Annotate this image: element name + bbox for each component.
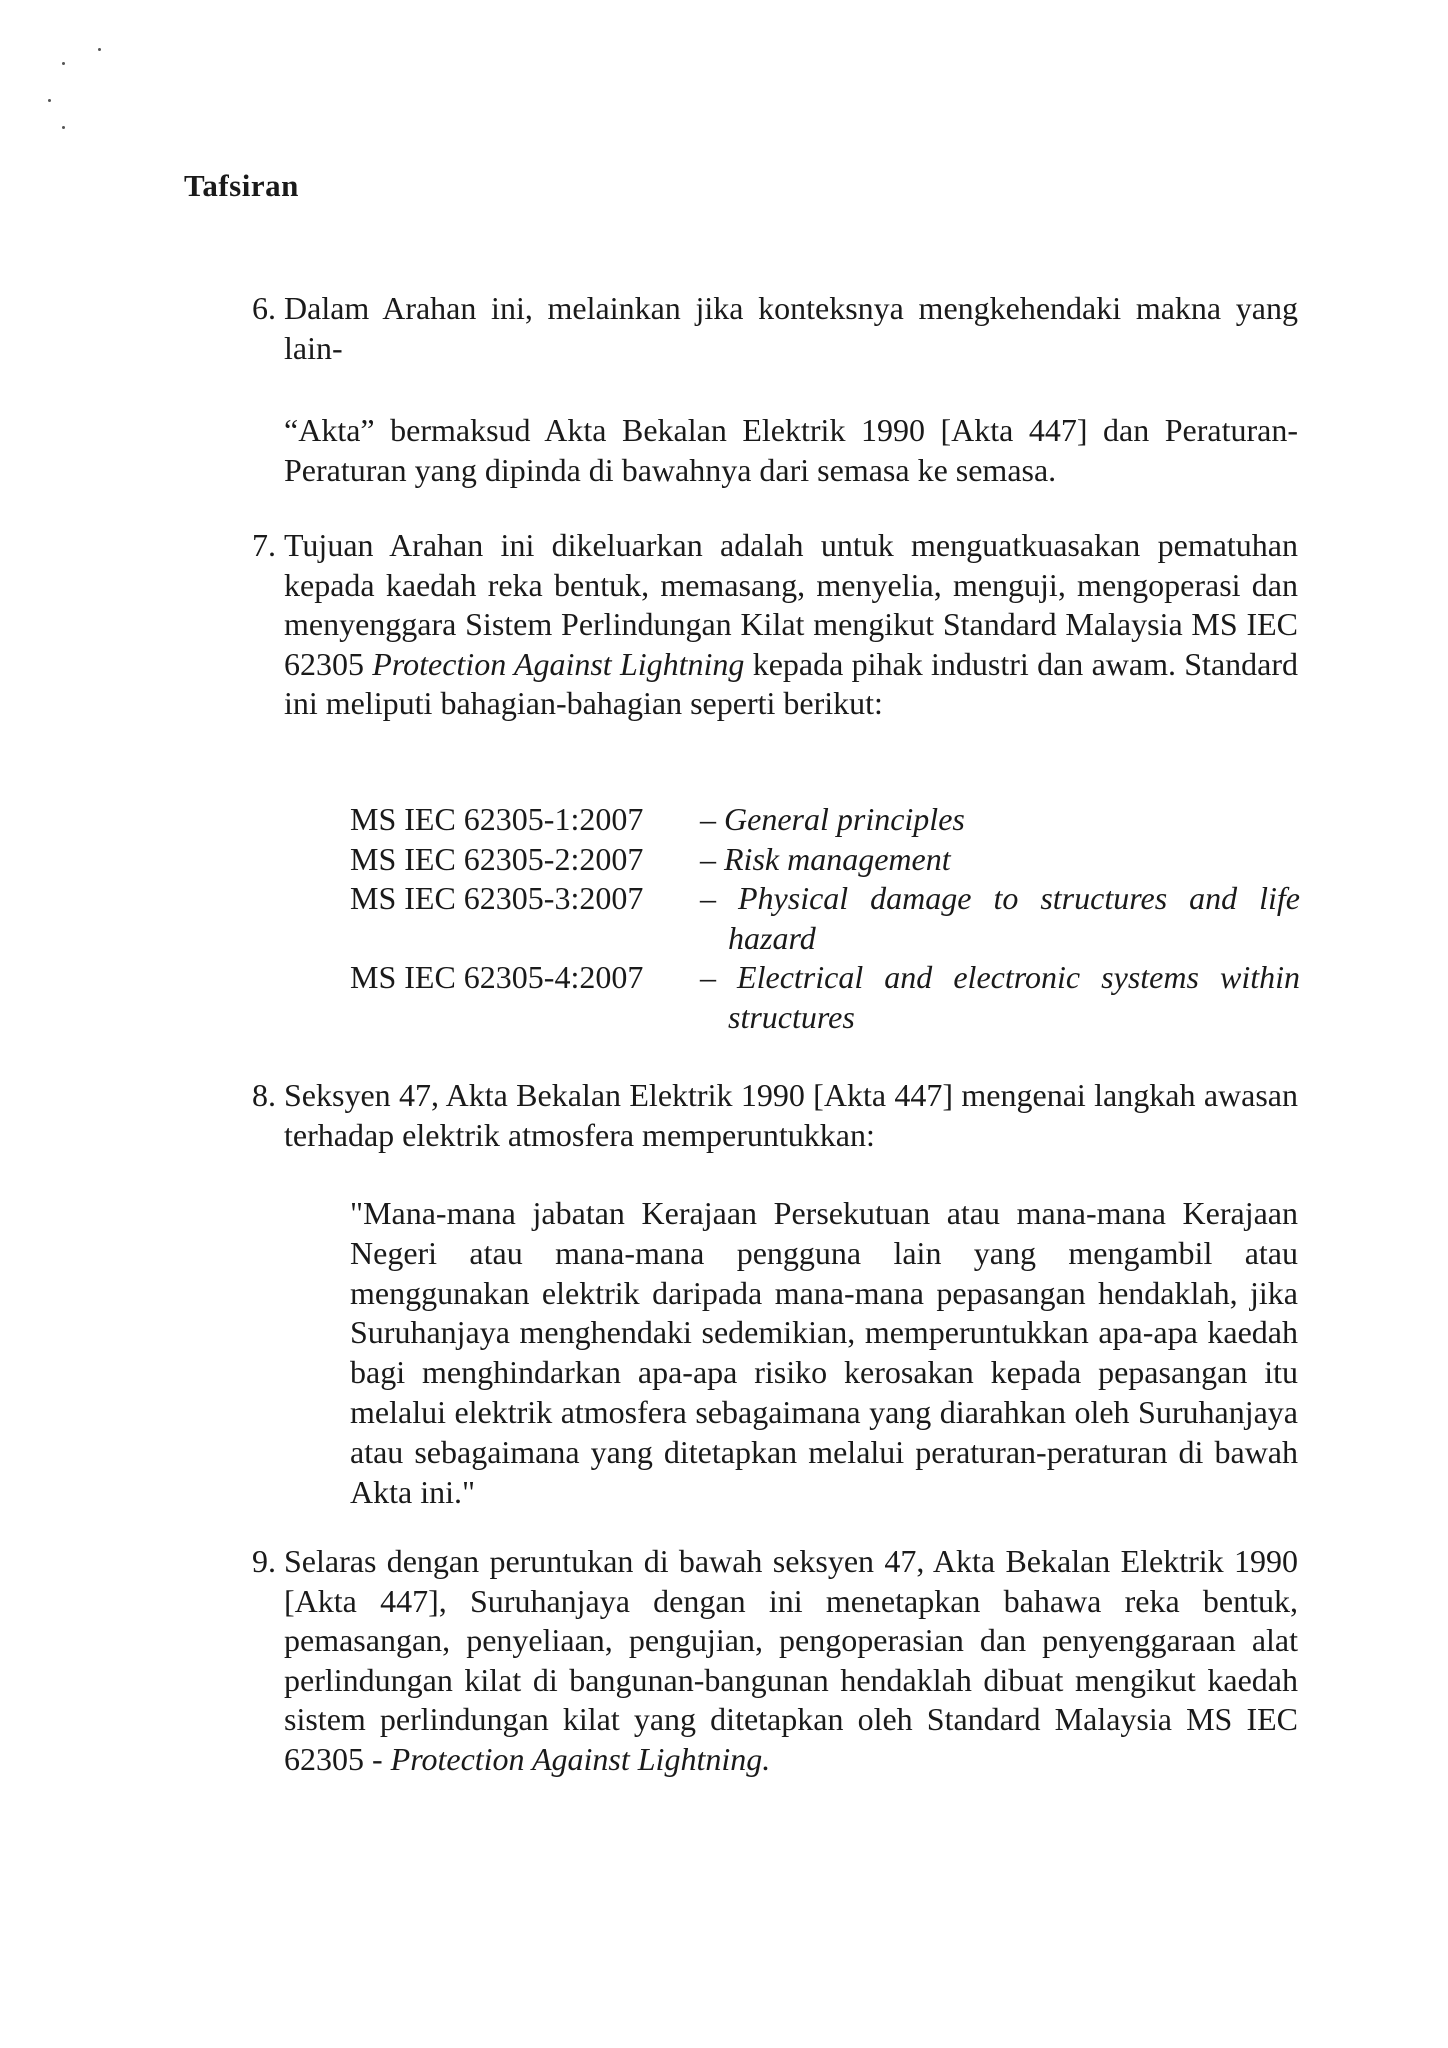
section-heading: Tafsiran: [184, 168, 299, 203]
paragraph-8: [252, 1076, 1298, 1155]
standard-code: MS IEC 62305-1:2007: [350, 801, 644, 837]
standard-row: [350, 879, 1300, 958]
standard-description: – Electrical and electronic systems within structures: [700, 959, 1300, 1035]
definition-akta: “Akta” bermaksud Akta Bekalan Elektrik 1990 [Akta 447] dan Peraturan-Peraturan yang dipinda di bawahnya dari semasa ke semasa.: [284, 412, 1298, 488]
scan-speck: [98, 48, 101, 51]
standards-list: [350, 800, 1300, 1037]
standard-code: MS IEC 62305-4:2007: [350, 959, 644, 995]
paragraph-italic-text: Protection Against Lightning.: [390, 1740, 771, 1777]
paragraph-italic-text: Protection Against Lightning: [372, 645, 745, 682]
paragraph-text: Seksyen 47, Akta Bekalan Elektrik 1990 [Akta 447] mengenai langkah awasan terhadap elektrik atmosfera memperuntukkan:: [284, 1077, 1298, 1153]
standard-code: MS IEC 62305-3:2007: [350, 880, 644, 916]
paragraph-9: [252, 1542, 1298, 1779]
standard-description: – Physical damage to structures and life hazard: [700, 880, 1300, 956]
standard-code: MS IEC 62305-2:2007: [350, 840, 644, 877]
paragraph-number: 7.: [252, 527, 276, 563]
scan-speck: [62, 62, 65, 65]
scan-speck: [48, 99, 51, 102]
paragraph-number: 6.: [252, 290, 276, 326]
paragraph-number: 9.: [252, 1543, 276, 1579]
paragraph-text: Selaras dengan peruntukan di bawah seksyen 47, Akta Bekalan Elektrik 1990 [Akta 447], Suruhanjaya dengan ini menetapkan bahawa reka bentuk, pemasangan, penyeliaan, pengujian, pengoperasian dan penyenggaraan alat perlindungan kilat di bangunan-bangunan hendaklah dibuat mengikut kaedah sistem perlindungan kilat yang ditetapkan oleh Standard Malaysia MS IEC 62305 -: [284, 1543, 1298, 1777]
section-47-quote: "Mana-mana jabatan Kerajaan Persekutuan atau mana-mana Kerajaan Negeri atau mana-mana pengguna lain yang mengambil atau menggunakan elektrik daripada mana-mana pepasangan hendaklah, jika Suruhanjaya menghendaki sedemikian, memperuntukkan apa-apa kaedah bagi menghindarkan apa-apa risiko kerosakan kepada pepasangan itu melalui elektrik atmosfera sebagaimana yang diarahkan oleh Suruhanjaya atau sebagaimana yang ditetapkan melalui peraturan-peraturan di bawah Akta ini.": [350, 1195, 1298, 1510]
paragraph-7: [252, 526, 1299, 724]
standard-row: [350, 958, 1300, 1037]
standard-row: [350, 840, 1300, 880]
standard-row: [350, 800, 1300, 840]
paragraph-6: [252, 289, 1298, 368]
scan-speck: [62, 126, 65, 129]
paragraph-text: Dalam Arahan ini, melainkan jika konteksnya mengkehendaki makna yang lain-: [284, 290, 1298, 366]
paragraph-text-continued: kepada pihak industri dan awam. Standard ini meliputi bahagian-bahagian seperti berikut:: [284, 645, 1299, 721]
paragraph-number: 8.: [252, 1077, 276, 1113]
standard-description: – General principles: [700, 801, 965, 837]
paragraph-text: Tujuan Arahan ini dikeluarkan adalah untuk menguatkuasakan pematuhan kepada kaedah reka bentuk, memasang, menyelia, menguji, mengoperasi dan menyenggara Sistem Perlindungan Kilat mengikut Standard Malaysia MS IEC 62305: [284, 527, 1298, 682]
standard-description: – Risk management: [700, 840, 951, 877]
